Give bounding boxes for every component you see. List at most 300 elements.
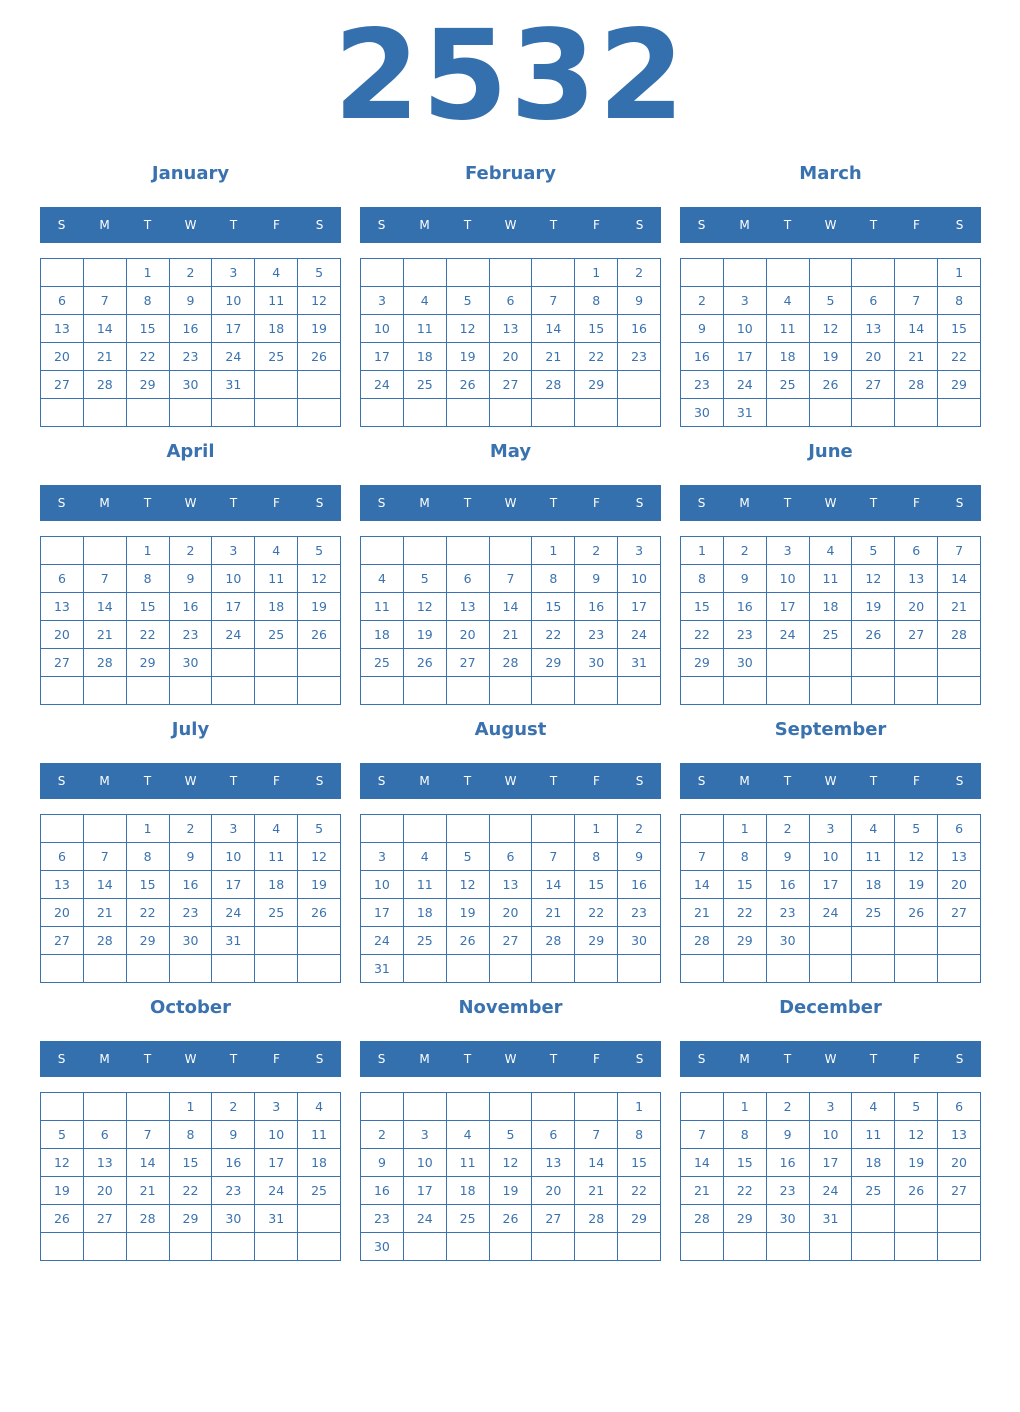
day-cell: 9 (170, 287, 213, 315)
day-cell: 7 (127, 1121, 170, 1149)
day-cell: 10 (212, 287, 255, 315)
empty-day-cell (532, 815, 575, 843)
weekday-label: S (697, 774, 706, 788)
day-cell: 21 (575, 1177, 618, 1205)
month-title: October (150, 997, 231, 1018)
day-cell: 20 (532, 1177, 575, 1205)
empty-day-cell (127, 955, 170, 983)
weekday-label: W (184, 774, 197, 788)
day-cell: 16 (724, 593, 767, 621)
day-cell: 30 (767, 1205, 810, 1233)
day-cell: 7 (895, 287, 938, 315)
empty-day-cell (767, 677, 810, 705)
day-cell: 13 (938, 1121, 981, 1149)
day-cell: 23 (170, 621, 213, 649)
day-cell: 29 (170, 1205, 213, 1233)
day-cell: 20 (41, 343, 84, 371)
day-cell: 5 (447, 843, 490, 871)
empty-day-cell (532, 1233, 575, 1261)
day-cell: 23 (618, 899, 661, 927)
day-cell: 13 (447, 593, 490, 621)
day-cell: 8 (618, 1121, 661, 1149)
day-cell: 16 (212, 1149, 255, 1177)
day-cell: 17 (724, 343, 767, 371)
day-cell: 8 (170, 1121, 213, 1149)
empty-day-cell (852, 955, 895, 983)
weekday-label: T (143, 496, 152, 510)
day-cell: 11 (852, 843, 895, 871)
empty-day-cell (170, 1233, 213, 1261)
empty-day-cell (298, 649, 341, 677)
day-cell: 29 (938, 371, 981, 399)
empty-day-cell (447, 1093, 490, 1121)
day-cell: 23 (724, 621, 767, 649)
day-cell: 28 (681, 1205, 724, 1233)
day-cell: 24 (767, 621, 810, 649)
weekday-label: T (869, 218, 878, 232)
day-cell: 2 (212, 1093, 255, 1121)
day-cell: 20 (490, 343, 533, 371)
empty-day-cell (298, 1205, 341, 1233)
weekday-label: M (419, 218, 430, 232)
month-title: May (489, 441, 532, 462)
day-cell: 23 (681, 371, 724, 399)
empty-day-cell (575, 677, 618, 705)
day-cell: 24 (618, 621, 661, 649)
day-cell: 22 (724, 1177, 767, 1205)
day-cell: 22 (618, 1177, 661, 1205)
day-cell: 29 (575, 371, 618, 399)
day-cell: 26 (298, 899, 341, 927)
day-cell: 16 (767, 871, 810, 899)
empty-day-cell (404, 259, 447, 287)
empty-day-cell (404, 537, 447, 565)
day-cell: 1 (681, 537, 724, 565)
day-cell: 11 (767, 315, 810, 343)
day-cell: 25 (255, 343, 298, 371)
month-title: March (799, 163, 862, 184)
empty-day-cell (212, 955, 255, 983)
weekday-label: S (315, 218, 324, 232)
empty-day-cell (575, 955, 618, 983)
weekday-label: T (783, 218, 792, 232)
empty-day-cell (41, 399, 84, 427)
empty-day-cell (212, 649, 255, 677)
day-cell: 7 (84, 565, 127, 593)
day-cell: 25 (852, 899, 895, 927)
day-grid (40, 1092, 341, 1261)
day-cell: 13 (895, 565, 938, 593)
day-cell: 14 (681, 871, 724, 899)
day-cell: 31 (212, 927, 255, 955)
day-cell: 18 (447, 1177, 490, 1205)
day-cell: 6 (41, 843, 84, 871)
day-cell: 10 (724, 315, 767, 343)
weekday-label: M (739, 218, 750, 232)
empty-day-cell (84, 677, 127, 705)
day-grid (40, 258, 341, 427)
day-cell: 31 (255, 1205, 298, 1233)
empty-day-cell (361, 399, 404, 427)
day-cell: 1 (575, 259, 618, 287)
weekday-header (40, 207, 341, 243)
day-cell: 7 (84, 287, 127, 315)
day-cell: 26 (41, 1205, 84, 1233)
day-cell: 16 (170, 871, 213, 899)
day-cell: 12 (298, 287, 341, 315)
day-cell: 12 (447, 871, 490, 899)
day-cell: 24 (810, 1177, 853, 1205)
weekday-label: T (143, 218, 152, 232)
empty-day-cell (724, 259, 767, 287)
day-cell: 13 (41, 871, 84, 899)
day-cell: 11 (404, 871, 447, 899)
empty-day-cell (490, 1093, 533, 1121)
day-cell: 19 (490, 1177, 533, 1205)
day-cell: 17 (810, 871, 853, 899)
empty-day-cell (404, 955, 447, 983)
day-cell: 8 (724, 1121, 767, 1149)
day-cell: 10 (361, 315, 404, 343)
day-cell: 28 (681, 927, 724, 955)
weekday-header (40, 763, 341, 799)
weekday-label: S (315, 1052, 324, 1066)
empty-day-cell (618, 677, 661, 705)
day-cell: 29 (127, 927, 170, 955)
day-cell: 8 (532, 565, 575, 593)
day-cell: 28 (575, 1205, 618, 1233)
day-cell: 18 (298, 1149, 341, 1177)
day-cell: 27 (41, 927, 84, 955)
empty-day-cell (681, 1233, 724, 1261)
empty-day-cell (681, 1093, 724, 1121)
weekday-label: T (463, 774, 472, 788)
weekday-label: M (739, 496, 750, 510)
day-cell: 25 (298, 1177, 341, 1205)
empty-day-cell (361, 1093, 404, 1121)
empty-day-cell (852, 259, 895, 287)
day-cell: 16 (361, 1177, 404, 1205)
empty-day-cell (255, 371, 298, 399)
weekday-header (360, 1041, 661, 1077)
weekday-label: F (273, 496, 280, 510)
day-cell: 23 (170, 899, 213, 927)
empty-day-cell (938, 1233, 981, 1261)
day-cell: 13 (41, 315, 84, 343)
day-cell: 24 (361, 927, 404, 955)
day-cell: 11 (852, 1121, 895, 1149)
month-title: September (774, 719, 887, 740)
empty-day-cell (490, 1233, 533, 1261)
day-cell: 4 (255, 537, 298, 565)
day-cell: 27 (852, 371, 895, 399)
empty-day-cell (767, 399, 810, 427)
empty-day-cell (255, 677, 298, 705)
day-cell: 30 (681, 399, 724, 427)
empty-day-cell (575, 399, 618, 427)
month-title: February (464, 163, 557, 184)
day-cell: 19 (447, 343, 490, 371)
day-cell: 18 (852, 871, 895, 899)
weekday-label: S (377, 218, 386, 232)
day-cell: 31 (724, 399, 767, 427)
weekday-header (680, 1041, 981, 1077)
day-cell: 2 (361, 1121, 404, 1149)
day-cell: 5 (298, 259, 341, 287)
empty-day-cell (895, 649, 938, 677)
day-cell: 13 (852, 315, 895, 343)
day-cell: 19 (298, 593, 341, 621)
day-cell: 12 (895, 1121, 938, 1149)
empty-day-cell (41, 259, 84, 287)
day-cell: 25 (404, 371, 447, 399)
day-cell: 23 (361, 1205, 404, 1233)
day-cell: 24 (212, 343, 255, 371)
day-cell: 6 (490, 843, 533, 871)
day-cell: 25 (361, 649, 404, 677)
day-cell: 19 (810, 343, 853, 371)
day-cell: 26 (298, 343, 341, 371)
empty-day-cell (447, 677, 490, 705)
weekday-label: M (419, 496, 430, 510)
day-cell: 24 (361, 371, 404, 399)
empty-day-cell (41, 537, 84, 565)
day-cell: 24 (212, 621, 255, 649)
day-cell: 28 (895, 371, 938, 399)
day-cell: 3 (212, 537, 255, 565)
weekday-label: S (955, 496, 964, 510)
day-cell: 18 (404, 899, 447, 927)
day-grid (680, 258, 981, 427)
weekday-header (680, 763, 981, 799)
weekday-label: W (504, 218, 517, 232)
weekday-label: S (635, 496, 644, 510)
day-cell: 9 (767, 843, 810, 871)
day-cell: 14 (490, 593, 533, 621)
day-cell: 6 (532, 1121, 575, 1149)
day-cell: 27 (84, 1205, 127, 1233)
day-cell: 16 (575, 593, 618, 621)
empty-day-cell (361, 815, 404, 843)
empty-day-cell (84, 815, 127, 843)
day-cell: 26 (447, 371, 490, 399)
empty-day-cell (618, 955, 661, 983)
day-cell: 10 (810, 843, 853, 871)
day-cell: 21 (938, 593, 981, 621)
day-cell: 5 (810, 287, 853, 315)
day-cell: 20 (41, 899, 84, 927)
empty-day-cell (84, 537, 127, 565)
day-grid (680, 814, 981, 983)
day-cell: 7 (681, 843, 724, 871)
day-cell: 30 (170, 649, 213, 677)
empty-day-cell (127, 399, 170, 427)
day-cell: 13 (84, 1149, 127, 1177)
day-cell: 26 (852, 621, 895, 649)
empty-day-cell (212, 1233, 255, 1261)
empty-day-cell (490, 955, 533, 983)
day-cell: 3 (618, 537, 661, 565)
day-cell: 7 (575, 1121, 618, 1149)
day-cell: 12 (490, 1149, 533, 1177)
day-cell: 9 (618, 287, 661, 315)
empty-day-cell (810, 399, 853, 427)
day-cell: 19 (298, 871, 341, 899)
day-cell: 27 (490, 371, 533, 399)
day-grid (360, 258, 661, 427)
day-cell: 5 (404, 565, 447, 593)
empty-day-cell (84, 259, 127, 287)
day-cell: 2 (170, 537, 213, 565)
empty-day-cell (895, 927, 938, 955)
day-cell: 19 (447, 899, 490, 927)
day-cell: 20 (84, 1177, 127, 1205)
weekday-label: F (593, 218, 600, 232)
day-cell: 28 (84, 371, 127, 399)
weekday-label: T (869, 1052, 878, 1066)
day-cell: 28 (84, 649, 127, 677)
day-cell: 9 (170, 565, 213, 593)
day-cell: 25 (255, 899, 298, 927)
day-cell: 3 (767, 537, 810, 565)
weekday-label: T (463, 218, 472, 232)
day-cell: 30 (618, 927, 661, 955)
day-cell: 23 (170, 343, 213, 371)
day-cell: 30 (724, 649, 767, 677)
day-cell: 16 (170, 315, 213, 343)
day-cell: 6 (852, 287, 895, 315)
day-cell: 9 (575, 565, 618, 593)
empty-day-cell (618, 1233, 661, 1261)
empty-day-cell (810, 649, 853, 677)
empty-day-cell (361, 259, 404, 287)
day-cell: 4 (255, 815, 298, 843)
weekday-label: S (57, 774, 66, 788)
day-cell: 19 (895, 871, 938, 899)
day-cell: 17 (618, 593, 661, 621)
day-cell: 12 (41, 1149, 84, 1177)
day-cell: 15 (575, 871, 618, 899)
day-cell: 10 (212, 843, 255, 871)
empty-day-cell (895, 955, 938, 983)
day-cell: 25 (810, 621, 853, 649)
empty-day-cell (490, 537, 533, 565)
day-cell: 16 (170, 593, 213, 621)
weekday-label: T (229, 218, 238, 232)
day-grid (40, 536, 341, 705)
day-cell: 11 (404, 315, 447, 343)
weekday-label: S (955, 774, 964, 788)
weekday-label: S (57, 496, 66, 510)
day-cell: 8 (127, 287, 170, 315)
empty-day-cell (852, 1205, 895, 1233)
weekday-label: W (184, 218, 197, 232)
day-cell: 29 (618, 1205, 661, 1233)
day-cell: 29 (681, 649, 724, 677)
weekday-header (680, 207, 981, 243)
day-cell: 1 (127, 815, 170, 843)
day-cell: 4 (767, 287, 810, 315)
day-cell: 3 (361, 287, 404, 315)
day-cell: 30 (170, 927, 213, 955)
weekday-label: S (315, 774, 324, 788)
day-grid (360, 536, 661, 705)
day-cell: 27 (41, 649, 84, 677)
day-cell: 12 (447, 315, 490, 343)
empty-day-cell (255, 649, 298, 677)
day-cell: 25 (447, 1205, 490, 1233)
day-cell: 27 (41, 371, 84, 399)
day-cell: 4 (852, 1093, 895, 1121)
day-cell: 6 (895, 537, 938, 565)
day-cell: 27 (447, 649, 490, 677)
day-cell: 23 (212, 1177, 255, 1205)
empty-day-cell (255, 399, 298, 427)
empty-day-cell (41, 1233, 84, 1261)
empty-day-cell (767, 1233, 810, 1261)
weekday-label: T (783, 774, 792, 788)
empty-day-cell (298, 677, 341, 705)
empty-day-cell (361, 537, 404, 565)
empty-day-cell (810, 927, 853, 955)
day-cell: 29 (724, 927, 767, 955)
day-cell: 21 (127, 1177, 170, 1205)
day-cell: 5 (298, 537, 341, 565)
day-cell: 18 (810, 593, 853, 621)
weekday-label: S (57, 218, 66, 232)
empty-day-cell (575, 1093, 618, 1121)
weekday-label: S (315, 496, 324, 510)
day-cell: 2 (618, 815, 661, 843)
day-cell: 14 (532, 315, 575, 343)
day-cell: 28 (490, 649, 533, 677)
empty-day-cell (447, 815, 490, 843)
day-cell: 16 (618, 315, 661, 343)
day-cell: 9 (212, 1121, 255, 1149)
day-cell: 23 (575, 621, 618, 649)
day-cell: 2 (767, 815, 810, 843)
day-cell: 14 (127, 1149, 170, 1177)
weekday-label: W (824, 774, 837, 788)
day-cell: 22 (127, 621, 170, 649)
day-cell: 1 (170, 1093, 213, 1121)
day-cell: 26 (298, 621, 341, 649)
empty-day-cell (447, 399, 490, 427)
day-cell: 2 (575, 537, 618, 565)
day-cell: 20 (447, 621, 490, 649)
empty-day-cell (895, 399, 938, 427)
empty-day-cell (298, 1233, 341, 1261)
day-cell: 30 (767, 927, 810, 955)
empty-day-cell (767, 649, 810, 677)
day-cell: 16 (618, 871, 661, 899)
day-cell: 14 (895, 315, 938, 343)
day-cell: 19 (41, 1177, 84, 1205)
day-cell: 6 (84, 1121, 127, 1149)
day-cell: 7 (84, 843, 127, 871)
day-cell: 2 (170, 815, 213, 843)
weekday-label: S (57, 1052, 66, 1066)
weekday-label: S (635, 774, 644, 788)
year-title: 2532 (333, 4, 687, 148)
empty-day-cell (255, 927, 298, 955)
empty-day-cell (938, 955, 981, 983)
day-cell: 9 (618, 843, 661, 871)
weekday-label: F (913, 1052, 920, 1066)
day-cell: 9 (170, 843, 213, 871)
day-cell: 18 (255, 593, 298, 621)
day-cell: 1 (618, 1093, 661, 1121)
